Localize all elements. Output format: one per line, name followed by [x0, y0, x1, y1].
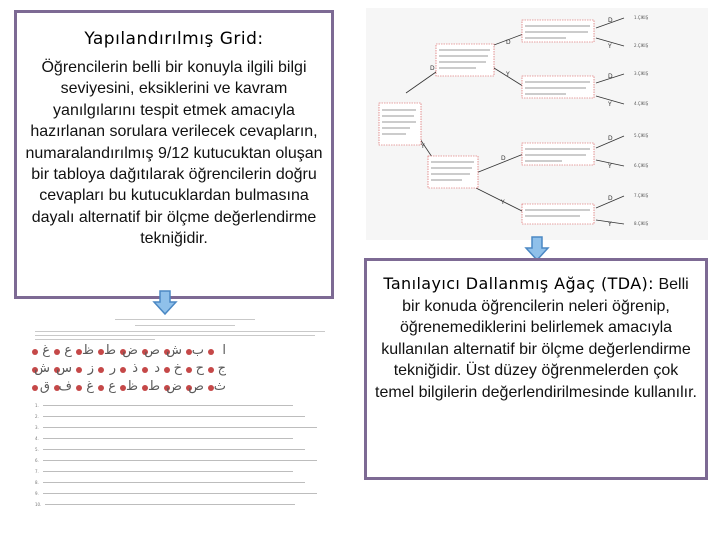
- cell-letter: خ: [173, 361, 182, 376]
- question-line: [35, 458, 317, 463]
- svg-text:D: D: [608, 135, 613, 142]
- cell-number-dot: [32, 349, 38, 355]
- question-text-line: [43, 438, 293, 439]
- svg-text:D: D: [608, 17, 613, 24]
- cell-number-dot: [208, 349, 214, 355]
- grid-cell: [163, 363, 184, 377]
- tda-body: Belli bir konuda öğrencilerin neleri öğrenip, öğrenemediklerini belirlemek amacıyla kullanılan alternatif bir ölçme değerlendirme tekniğidir. Üst düzey öğrenmelerden çok temel bilgilerin değerlendirilmesinde kullanılır.: [375, 276, 697, 401]
- question-text-line: [43, 471, 293, 472]
- svg-text:D: D: [506, 39, 511, 46]
- svg-text:Y: Y: [501, 199, 505, 206]
- cell-letter: د: [154, 361, 160, 376]
- question-number: 3.: [35, 425, 39, 430]
- grid-cell: [185, 363, 206, 377]
- grid-description: Öğrencilerin belli bir konuyla ilgili bilgi seviyesini, eksiklerini ve kavram yanılgılarını tespit etmek amacıyla hazırlanan sorulara verilecek cevapların, numaralandırılmış 9/12 kutucuktan oluşan bir tabloya dağıtılarak öğrencilerin doğru cevapları bu kutucuklardan bulmasına dayalı alternatif bir ölçme değerlendirme tekniğidir.: [25, 59, 323, 248]
- grid-cell: [163, 381, 184, 395]
- question-line: [35, 403, 293, 408]
- question-number: 2.: [35, 414, 39, 419]
- svg-text:Y: Y: [608, 163, 612, 170]
- grid-cell: [119, 345, 140, 359]
- grid-cell: [141, 381, 162, 395]
- grid-cell: [53, 345, 74, 359]
- cell-letter: ج: [217, 361, 226, 376]
- question-text-line: [43, 416, 305, 417]
- tree-outcome-label: 6.ÇIKIŞ: [634, 163, 649, 168]
- question-number: 8.: [35, 480, 39, 485]
- question-text-line: [43, 482, 305, 483]
- grid-cell: [75, 345, 96, 359]
- cell-letter: غ: [86, 379, 94, 394]
- tree-outcome-label: 1.ÇIKIŞ: [634, 15, 649, 20]
- svg-text:Y: Y: [608, 221, 612, 228]
- cell-number-dot: [142, 367, 148, 373]
- grid-cell: [207, 345, 228, 359]
- cell-letter: س: [56, 361, 72, 376]
- grid-cell: [141, 363, 162, 377]
- tree-outcome-label: 8.ÇIKIŞ: [634, 221, 649, 226]
- cell-letter: ع: [108, 379, 116, 394]
- down-arrow-icon: [152, 290, 178, 316]
- cell-letter: ر: [109, 361, 116, 376]
- question-number: 10.: [35, 502, 42, 507]
- tree-outcome-label: 4.ÇIKIŞ: [634, 101, 649, 106]
- tda-description: [373, 273, 699, 403]
- cell-letter: غ: [42, 343, 50, 358]
- svg-text:Y: Y: [608, 43, 612, 50]
- question-text-line: [43, 460, 317, 461]
- cell-number-dot: [120, 367, 126, 373]
- cell-number-dot: [76, 385, 82, 391]
- cell-letter: ض: [166, 379, 182, 394]
- svg-text:Y: Y: [421, 143, 425, 150]
- question-line: [35, 425, 317, 430]
- cell-letter: ح: [195, 361, 204, 376]
- cell-letter: ا: [222, 343, 226, 358]
- grid-cell: [185, 345, 206, 359]
- cell-number-dot: [164, 367, 170, 373]
- cell-letter: ص: [188, 379, 204, 394]
- question-number: 4.: [35, 436, 39, 441]
- tda-title: Tanılayıcı Dallanmış Ağaç (TDA):: [383, 274, 654, 293]
- svg-text:D: D: [608, 195, 613, 202]
- question-line: [35, 414, 305, 419]
- grid-cell: [31, 381, 52, 395]
- question-number: 1.: [35, 403, 39, 408]
- question-number: 5.: [35, 447, 39, 452]
- question-text-line: [45, 504, 295, 505]
- grid-cell: [53, 363, 74, 377]
- cell-number-dot: [32, 385, 38, 391]
- cell-letter: ز: [87, 361, 94, 376]
- grid-cell: [97, 345, 118, 359]
- cell-letter: ق: [39, 379, 50, 394]
- question-text-line: [43, 405, 293, 406]
- grid-cell: [163, 345, 184, 359]
- cell-number-dot: [98, 367, 104, 373]
- grid-cell: [141, 345, 162, 359]
- question-text-line: [43, 449, 305, 450]
- cell-letter: ط: [103, 343, 116, 358]
- question-number: 9.: [35, 491, 39, 496]
- grid-cell: [97, 381, 118, 395]
- tree-outcome-label: 2.ÇIKIŞ: [634, 43, 649, 48]
- tree-outcome-label: 3.ÇIKIŞ: [634, 71, 649, 76]
- cell-letter: ع: [64, 343, 72, 358]
- grid-cell: [75, 381, 96, 395]
- svg-text:Y: Y: [506, 71, 510, 78]
- cell-number-dot: [186, 367, 192, 373]
- tda-definition-box: [364, 258, 708, 480]
- grid-cell: [185, 381, 206, 395]
- grid-title: Yapılandırılmış Grid:: [84, 29, 264, 49]
- tree-diagram-image: [366, 8, 708, 240]
- question-number: 7.: [35, 469, 39, 474]
- cell-number-dot: [54, 349, 60, 355]
- svg-text:Y: Y: [608, 101, 612, 108]
- tree-outcome-label: 7.ÇIKIŞ: [634, 193, 649, 198]
- question-line: [35, 491, 317, 496]
- grid-row: [31, 363, 228, 377]
- cell-letter: ش: [34, 361, 50, 376]
- grid-definition-box: [14, 10, 334, 299]
- cell-letter: ش: [166, 343, 182, 358]
- cell-letter: ف: [58, 379, 72, 394]
- svg-text:D: D: [501, 155, 506, 162]
- tree-outcome-label: 5.ÇIKIŞ: [634, 133, 649, 138]
- grid-cell: [75, 363, 96, 377]
- grid-cell: [207, 363, 228, 377]
- question-text-line: [43, 493, 317, 494]
- grid-cell: [119, 363, 140, 377]
- question-line: [35, 502, 295, 507]
- grid-row: [31, 381, 228, 395]
- cell-number-dot: [76, 367, 82, 373]
- cell-number-dot: [208, 367, 214, 373]
- cell-letter: ظ: [125, 379, 138, 394]
- svg-text:D: D: [608, 73, 613, 80]
- question-line: [35, 469, 293, 474]
- svg-text:D: D: [430, 65, 435, 72]
- question-line: [35, 447, 305, 452]
- cell-letter: ظ: [81, 343, 94, 358]
- grid-cell: [53, 381, 74, 395]
- cell-letter: ص: [144, 343, 160, 358]
- cell-letter: ب: [191, 343, 204, 358]
- question-number: 6.: [35, 458, 39, 463]
- question-line: [35, 436, 293, 441]
- grid-cell: [31, 345, 52, 359]
- grid-cell: [97, 363, 118, 377]
- question-text-line: [43, 427, 317, 428]
- grid-worksheet-image: [25, 315, 343, 505]
- grid-row: [31, 345, 228, 359]
- grid-cell: [119, 381, 140, 395]
- cell-letter: ض: [122, 343, 138, 358]
- grid-cell: [31, 363, 52, 377]
- cell-letter: ذ: [132, 361, 138, 376]
- cell-letter: ط: [147, 379, 160, 394]
- cell-letter: ث: [213, 379, 226, 394]
- question-line: [35, 480, 305, 485]
- cell-number-dot: [98, 385, 104, 391]
- grid-cell: [207, 381, 228, 395]
